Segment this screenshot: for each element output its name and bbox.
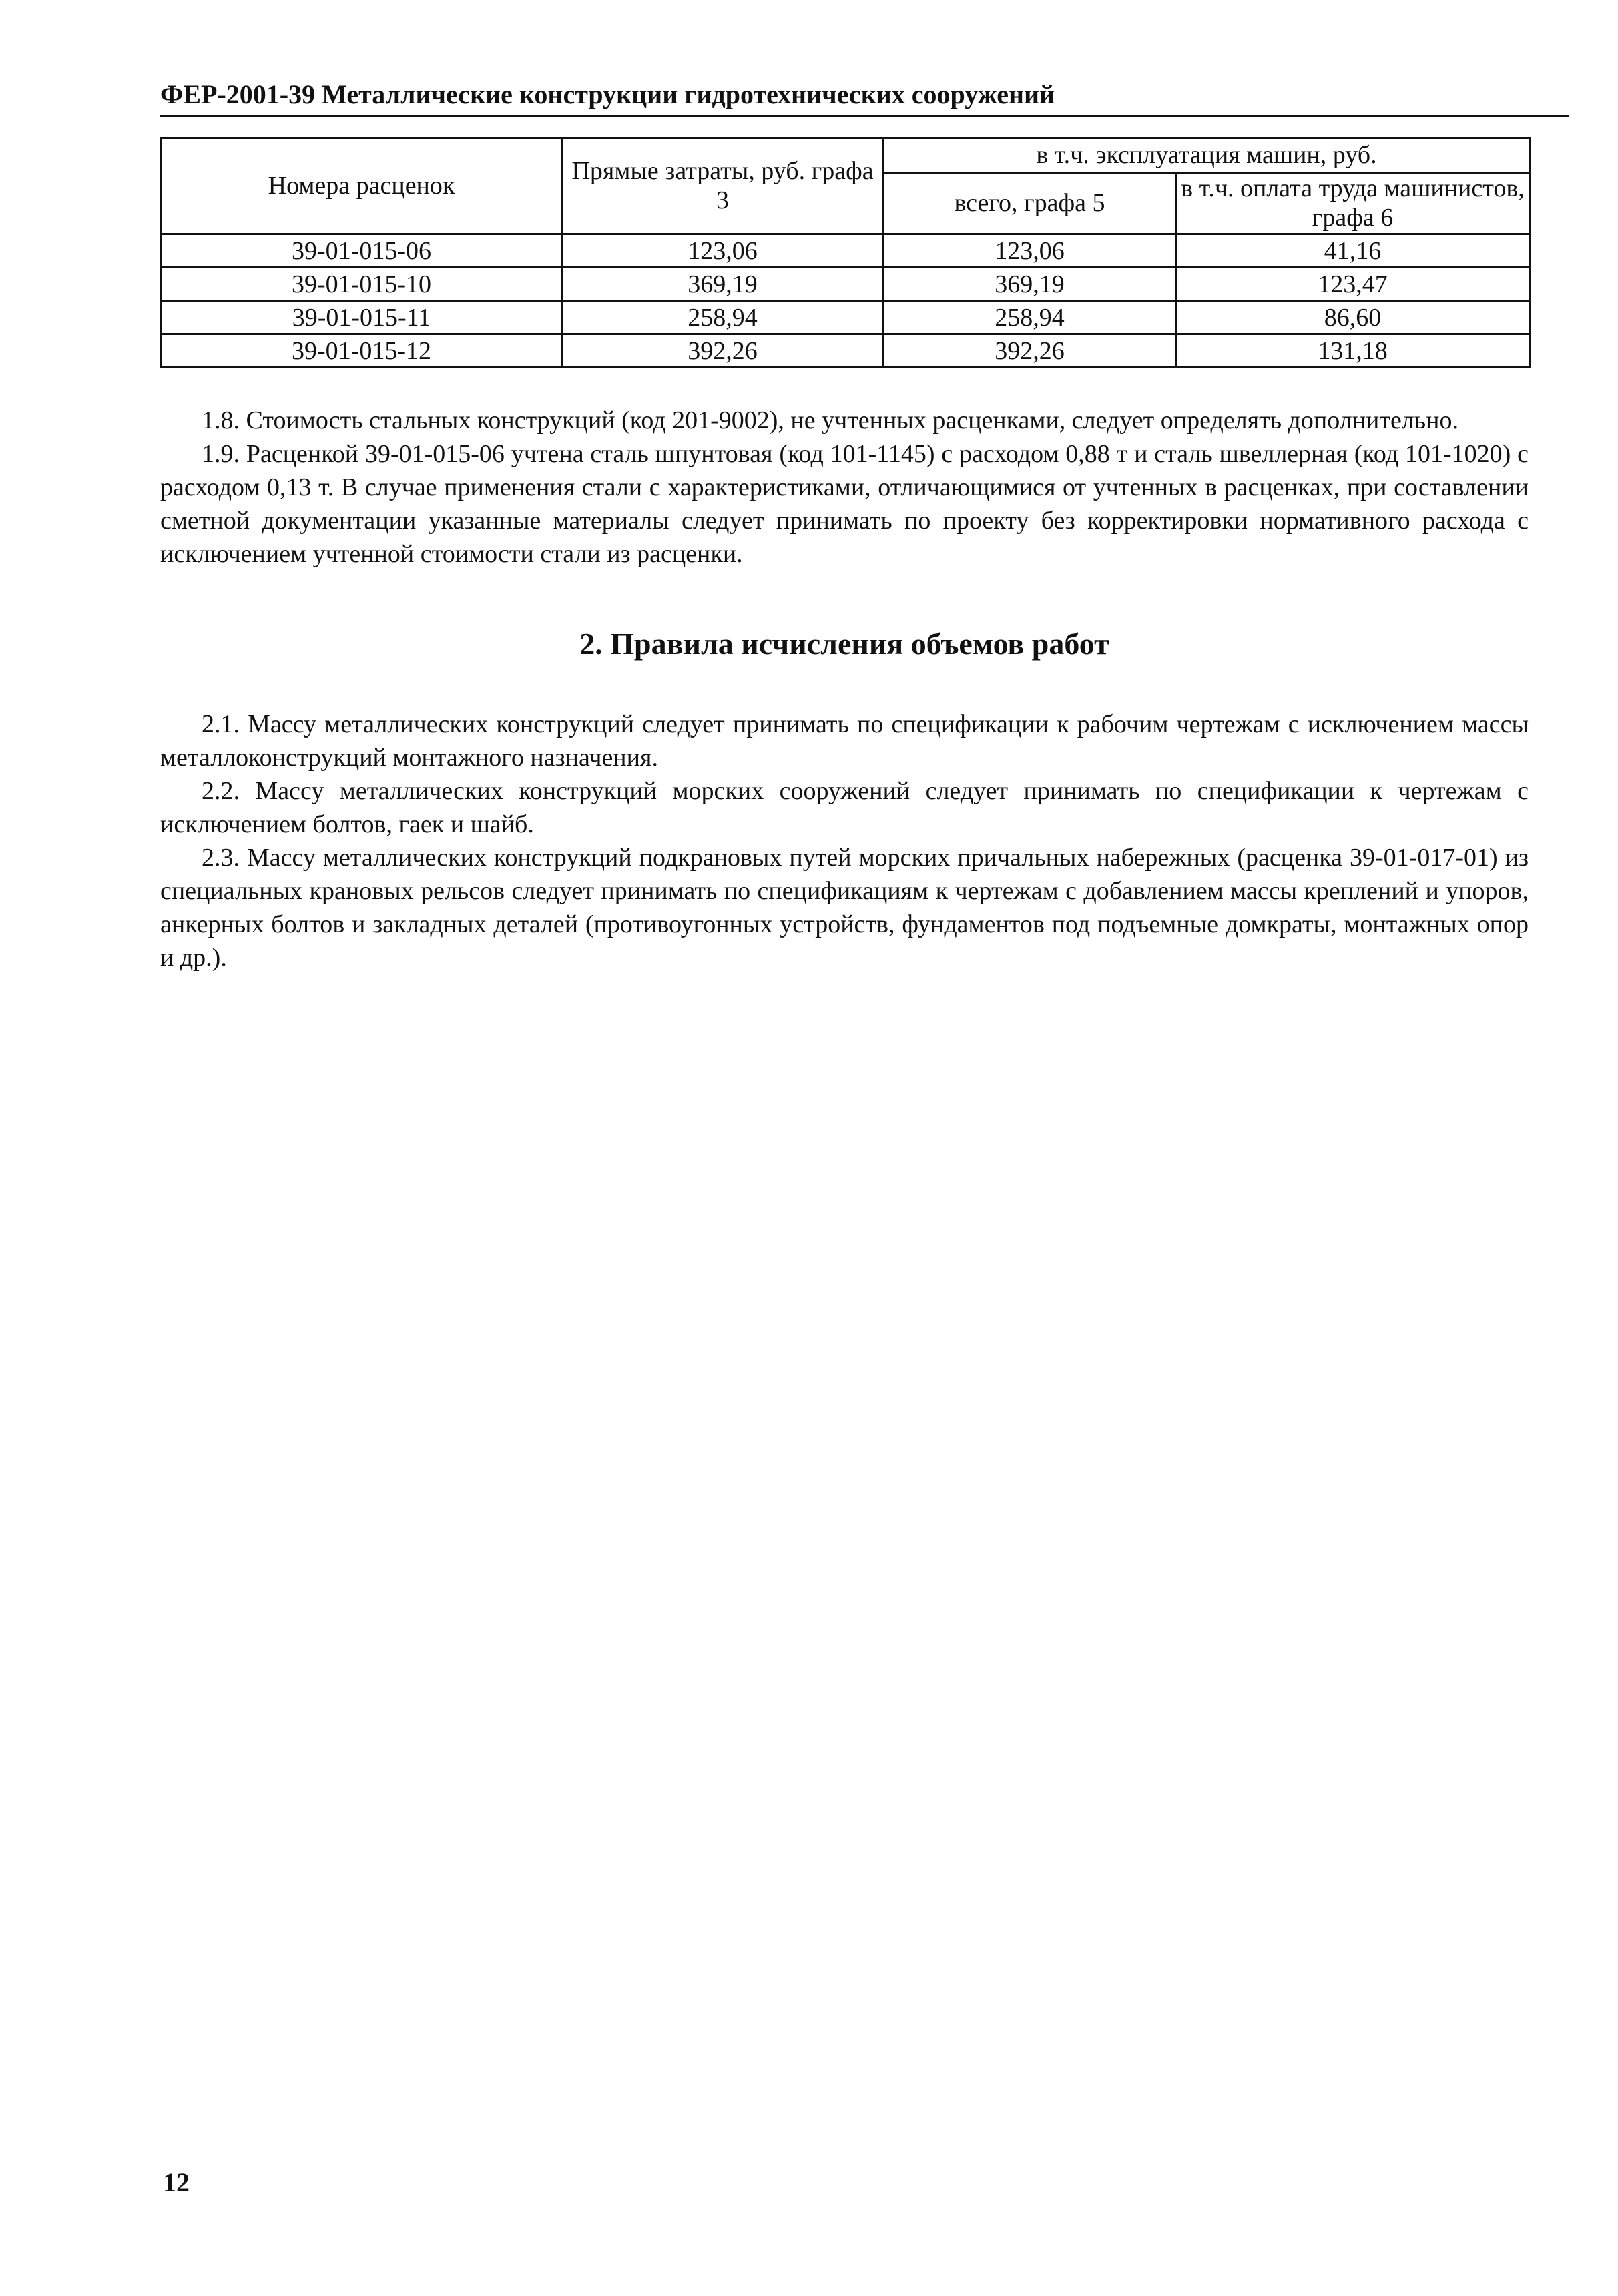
header-rate-numbers: Номера расценок — [162, 138, 562, 234]
table-row — [162, 234, 1530, 268]
direct-cost: 258,94 — [562, 301, 884, 334]
table-row — [162, 301, 1530, 334]
header-total: всего, графа 5 — [884, 174, 1176, 234]
machine-total: 258,94 — [884, 301, 1176, 334]
section-title: 2. Правила исчисления объемов работ — [579, 627, 1109, 661]
paragraph-1-8: 1.8. Стоимость стальных конструкций (код 201-9002), не учтенных расценками, следует определять дополнительно. — [202, 406, 1458, 435]
table-row — [162, 268, 1530, 301]
table-row — [162, 334, 1530, 368]
rate-code: 39-01-015-10 — [162, 268, 562, 301]
paragraph-1-9: 1.9. Расценкой 39-01-015-06 учтена сталь шпунтовая (код 101-1145) с расходом 0,88 т и сталь швеллерная (код 101-1020) с расходом 0,13 т. В случае применения стали с характеристиками, отличающимися от учтенных в расценках, при составлении сметной документации указанные материалы следует принимать по проекту без корректировки нормативного расхода с исключением учтенной стоимости стали из расценки. — [160, 440, 1529, 568]
running-header: ФЕР-2001-39 Металлические конструкции гидротехнических сооружений — [160, 75, 1569, 117]
rate-code: 39-01-015-12 — [162, 334, 562, 368]
paragraph-2-1: 2.1. Массу металлических конструкций следует принимать по спецификации к рабочим чертежам с исключением массы металлоконструкций монтажного назначения. — [160, 710, 1529, 772]
direct-cost: 392,26 — [562, 334, 884, 368]
machine-total: 123,06 — [884, 234, 1176, 268]
operator-wage: 86,60 — [1176, 301, 1530, 334]
rate-code: 39-01-015-06 — [162, 234, 562, 268]
operator-wage: 41,16 — [1176, 234, 1530, 268]
rates-table — [160, 137, 1531, 368]
machine-total: 369,19 — [884, 268, 1176, 301]
general-provisions-text — [160, 404, 1529, 571]
calculation-rules-text — [160, 707, 1529, 974]
rate-code: 39-01-015-11 — [162, 301, 562, 334]
operator-wage: 123,47 — [1176, 268, 1530, 301]
machine-total: 392,26 — [884, 334, 1176, 368]
page-number: 12 — [163, 2167, 190, 2197]
direct-cost: 369,19 — [562, 268, 884, 301]
direct-cost: 123,06 — [562, 234, 884, 268]
paragraph-2-2: 2.2. Массу металлических конструкций морских сооружений следует принимать по спецификации к чертежам с исключением болтов, гаек и шайб. — [160, 777, 1529, 838]
header-operator-wages: в т.ч. оплата труда машинистов, графа 6 — [1176, 174, 1530, 234]
header-machine-operation: в т.ч. эксплуатация машин, руб. — [884, 138, 1530, 174]
header-direct-costs: Прямые затраты, руб. графа 3 — [562, 138, 884, 234]
paragraph-2-3: 2.3. Массу металлических конструкций подкрановых путей морских причальных набережных (расценка 39-01-017-01) из специальных крановых рельсов следует принимать по спецификациям к чертежам с добавлением массы креплений и упоров, анкерных болтов и закладных деталей (противоугонных устройств, фундаментов под подъемные домкраты, монтажных опор и др.). — [160, 844, 1529, 972]
operator-wage: 131,18 — [1176, 334, 1530, 368]
